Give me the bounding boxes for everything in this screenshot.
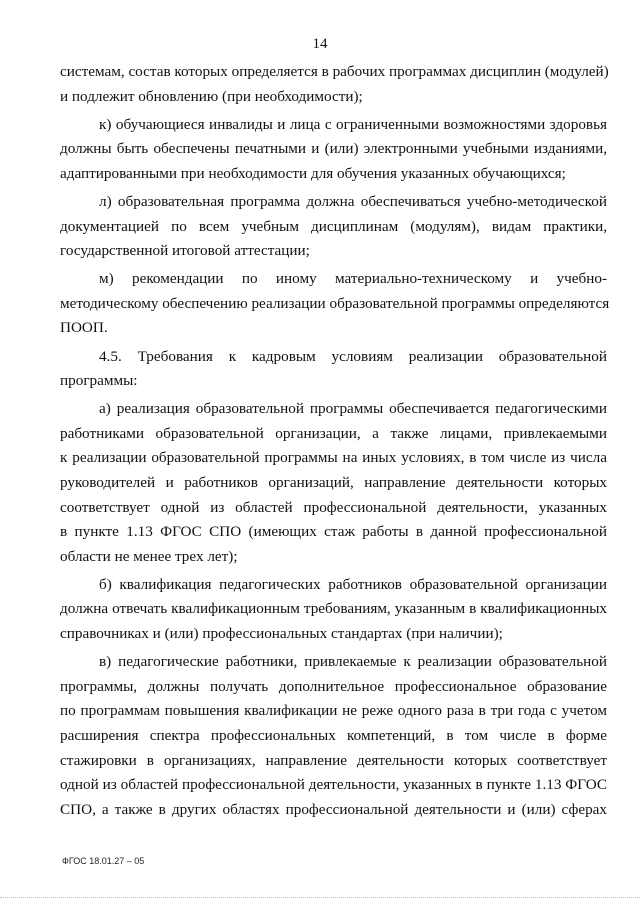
text-line: и подлежит обновлению (при необходимости);	[60, 87, 363, 105]
scan-edge-line	[0, 897, 640, 899]
paragraph	[60, 190, 607, 264]
paragraph	[60, 113, 607, 187]
paragraph	[60, 267, 610, 341]
text-line: методическому обеспечению реализации образовательной программы определяются	[60, 294, 610, 312]
paragraph	[60, 573, 607, 647]
text-line: области не менее трех лет);	[60, 547, 238, 565]
text-line: по программам повышения квалификации не реже одного раза в три года с учетом	[60, 702, 607, 720]
text-line: государственной итоговой аттестации;	[60, 242, 310, 260]
text-line: л) образовательная программа должна обеспечиваться учебно-методической	[99, 192, 607, 210]
text-line: в пункте 1.13 ФГОС СПО (имеющих стаж работы в данной профессиональной	[60, 523, 607, 541]
text-line: адаптированными при необходимости для обучения указанных обучающихся;	[60, 164, 566, 182]
document-body	[60, 60, 610, 826]
text-line: м) рекомендации по иному материально-техническому и учебно-	[99, 270, 607, 288]
text-line: программы:	[60, 372, 138, 390]
text-line: одной из областей профессиональной деятельности, указанных в пункте 1.13 ФГОС	[60, 776, 607, 794]
text-line: соответствует одной из областей профессиональной деятельности, указанных	[60, 498, 607, 516]
text-line: ПООП.	[60, 319, 108, 337]
paragraph	[60, 397, 607, 569]
text-line: должна отвечать квалификационным требованиям, указанным в квалификационных	[60, 600, 607, 618]
text-line: 4.5. Требования к кадровым условиям реализации образовательной	[99, 347, 607, 365]
text-line: руководителей и работников организаций, направление деятельности которых	[60, 474, 607, 491]
text-line: расширения спектра профессиональных компетенций, в том числе в форме	[60, 726, 607, 744]
document-footer-code: ФГОС 18.01.27 – 05	[62, 856, 145, 866]
text-line: должны быть обеспечены печатными и (или) электронными учебными изданиями,	[60, 140, 607, 158]
text-line: к реализации образовательной программы на иных условиях, в том числе из числа	[60, 449, 607, 467]
paragraph	[60, 345, 607, 394]
text-line: к) обучающиеся инвалиды и лица с ограниченными возможностями здоровья	[99, 115, 607, 133]
paragraph	[60, 650, 607, 822]
text-line: СПО, а также в других областях профессиональной деятельности и (или) сферах	[60, 800, 607, 818]
page-number: 14	[312, 36, 328, 52]
text-line: справочниках и (или) профессиональных стандартах (при наличии);	[60, 625, 503, 643]
paragraph	[60, 60, 607, 109]
text-line: б) квалификация педагогических работников образовательной организации	[99, 575, 607, 593]
text-line: системам, состав которых определяется в рабочих программах дисциплин (модулей)	[60, 63, 609, 80]
text-line: стажировки в организациях, направление деятельности которых соответствует	[60, 751, 607, 769]
text-line: работниками образовательной организации, а также лицами, привлекаемыми	[60, 424, 607, 442]
text-line: программы, должны получать дополнительное профессиональное образование	[60, 677, 607, 695]
text-line: документацией по всем учебным дисциплинам (модулям), видам практики,	[60, 217, 607, 235]
text-line: а) реализация образовательной программы обеспечивается педагогическими	[99, 400, 607, 418]
text-line: в) педагогические работники, привлекаемые к реализации образовательной	[99, 653, 607, 671]
